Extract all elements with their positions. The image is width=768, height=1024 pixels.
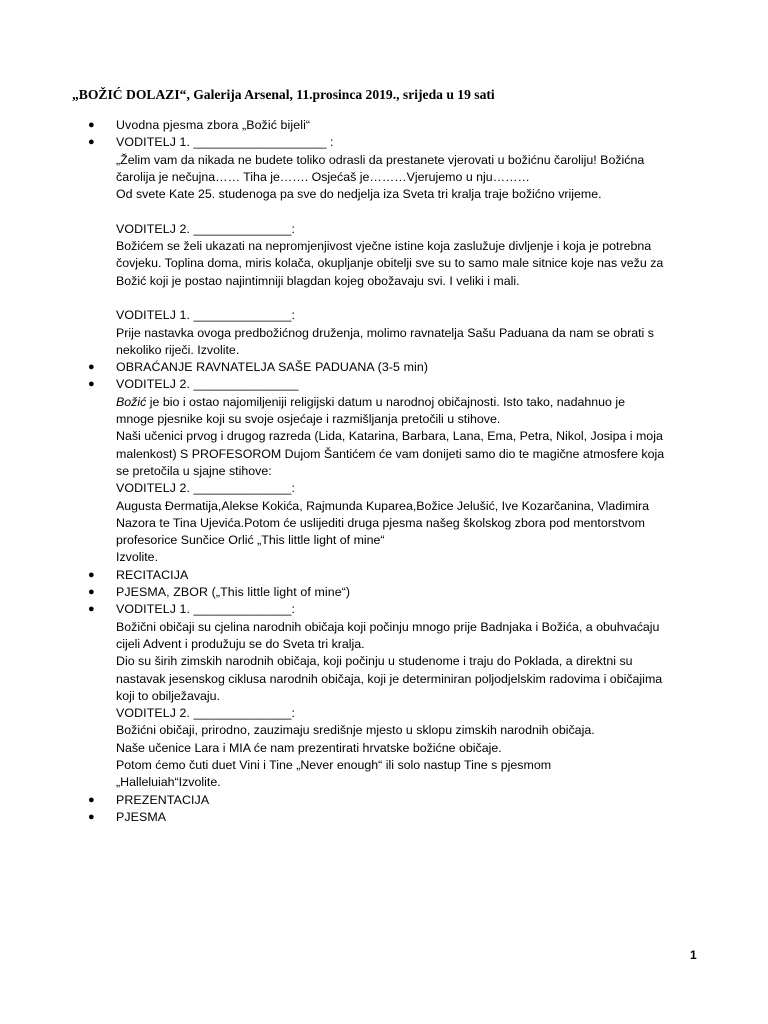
paragraph-line: nastavak jesenskog ciklusa narodnih običaja, koji je determiniran poljodjelskim radovima i običajima xyxy=(116,671,663,686)
paragraph-line: Potom ćemo čuti duet Vini i Tine „Never enough“ ili solo nastup Tine s pjesmom xyxy=(116,757,552,772)
bullet-icon: ● xyxy=(88,119,95,131)
item-text: PJESMA, ZBOR („This little light of mine“) xyxy=(116,585,351,600)
paragraph-line: „Halleluiah“Izvolite. xyxy=(116,775,221,790)
item-text: PREZENTACIJA xyxy=(116,792,210,807)
list-item xyxy=(88,584,718,601)
paragraph-line: Božićni običaji, prirodno, zauzimaju središnje mjesto u sklopu zimskih narodnih običaja. xyxy=(116,723,595,738)
bullet-icon: ● xyxy=(88,378,95,391)
paragraph-line: Naše učenice Lara i MIA će nam prezentirati hrvatske božićne običaje. xyxy=(116,740,502,755)
list-item xyxy=(88,601,718,791)
host-label: VODITELJ 1. ______________: xyxy=(116,308,296,323)
host-label: VODITELJ 2. ______________: xyxy=(116,481,296,496)
paragraph-line: Nazora te Tina Ujevića.Potom će uslijediti druga pjesma našeg školskog zbora pod mentorstvom xyxy=(116,515,645,530)
list-item xyxy=(88,567,718,584)
paragraph-line: Izvolite. xyxy=(116,550,159,565)
paragraph-line: se pretočila u sjajne stihove: xyxy=(116,463,272,478)
paragraph-line: Dio su širih zimskih narodnih običaja, koji počinju u studenome i traju do Poklada, a direktni su xyxy=(116,654,633,669)
item-text: Uvodna pjesma zbora „Božić bijeli“ xyxy=(116,118,311,132)
list-item xyxy=(88,134,718,359)
emphasis-text: Božić xyxy=(116,394,147,409)
host-label: VODITELJ 1. ______________: xyxy=(116,602,296,617)
bullet-icon: ● xyxy=(88,793,95,806)
bullet-icon: ● xyxy=(88,568,95,581)
list-item xyxy=(88,376,718,566)
paragraph-line: Prije nastavka ovoga predbožićnog druženja, molimo ravnatelja Sašu Paduana da nam se obrati s xyxy=(116,325,654,340)
host-label: VODITELJ 1. ___________________ : xyxy=(116,135,334,150)
bullet-icon: ● xyxy=(88,603,95,616)
bullet-icon: ● xyxy=(88,361,95,374)
paragraph-line: Augusta Đermatija,Alekse Kokića, Rajmunda Kuparea,Božice Jelušić, Ive Kozarčanina, Vladimira xyxy=(116,498,650,513)
bullet-icon: ● xyxy=(88,136,95,149)
paragraph-line: čarolija je nečujna…… Tiha je……. Osjećaš je………Vjerujemo u nju……… xyxy=(116,169,530,184)
list-item xyxy=(88,359,718,376)
paragraph-line: malenkost) S PROFESOROM Dujom Šantićem će vam donijeti samo dio te magične atmosfere koja xyxy=(116,446,665,461)
paragraph-line: Od svete Kate 25. studenoga pa sve do nedjelja iza Sveta tri kralja traje božićno vrijeme. xyxy=(116,187,602,202)
paragraph-line: Naši učenici prvog i drugog razreda (Lida, Katarina, Barbara, Lana, Ema, Petra, Nikol, Josipa i moja xyxy=(116,429,663,444)
list-item xyxy=(88,809,718,826)
paragraph-line: Božić koji je postao najintimniji blagdan kojeg obožavaju svi. I veliki i mali. xyxy=(116,273,520,288)
program-list xyxy=(88,117,718,826)
paragraph-line xyxy=(116,394,718,411)
item-text: PJESMA xyxy=(116,809,167,824)
paragraph-line: Božićem se želi ukazati na nepromjenjivost vječne istine koja zaslužuje divljenje i koja je potrebna xyxy=(116,239,652,254)
paragraph-line: profesorice Sunčice Orlić „This little light of mine“ xyxy=(116,533,385,548)
item-text: OBRAĆANJE RAVNATELJA SAŠE PADUANA (3-5 min) xyxy=(116,360,429,375)
paragraph-text: je bio i ostao najomiljeniji religijski datum u narodnoj običajnosti. Isto tako, nadahnuo je xyxy=(146,394,626,409)
paragraph-line: Božični običaji su cjelina narodnih običaja koji počinju mnogo prije Badnjaka i Božića, a obuhvaćaju xyxy=(116,619,660,634)
list-item xyxy=(88,117,718,134)
paragraph-line: cijeli Advent i produžuju se do Sveta tri kralja. xyxy=(116,636,365,651)
host-label: VODITELJ 2. _______________ xyxy=(116,377,299,392)
host-label: VODITELJ 2. ______________: xyxy=(116,221,296,236)
item-text: RECITACIJA xyxy=(116,567,189,582)
paragraph-line: čovjeku. Toplina doma, miris kolača, okupljanje obitelji sve su to samo male sitnice koje nas vežu za xyxy=(116,256,664,271)
paragraph-line: koji to obilježavaju. xyxy=(116,688,221,703)
bullet-icon: ● xyxy=(88,586,95,599)
list-item xyxy=(88,792,718,809)
paragraph-line: mnoge pjesnike koji su svoje osjećaje i razmišljanja pretočili u stihove. xyxy=(116,412,501,427)
host-label: VODITELJ 2. ______________: xyxy=(116,706,296,721)
document-title: „BOŽIĆ DOLAZI“, Galerija Arsenal, 11.prosinca 2019., srijeda u 19 sati xyxy=(72,87,495,102)
paragraph-line: „Želim vam da nikada ne budete toliko odrasli da prestanete vjerovati u božićnu čaroliju! Božićna xyxy=(116,152,645,167)
paragraph-line: nekoliko riječi. Izvolite. xyxy=(116,342,240,357)
bullet-icon: ● xyxy=(88,810,95,823)
page-number: 1 xyxy=(690,948,697,962)
